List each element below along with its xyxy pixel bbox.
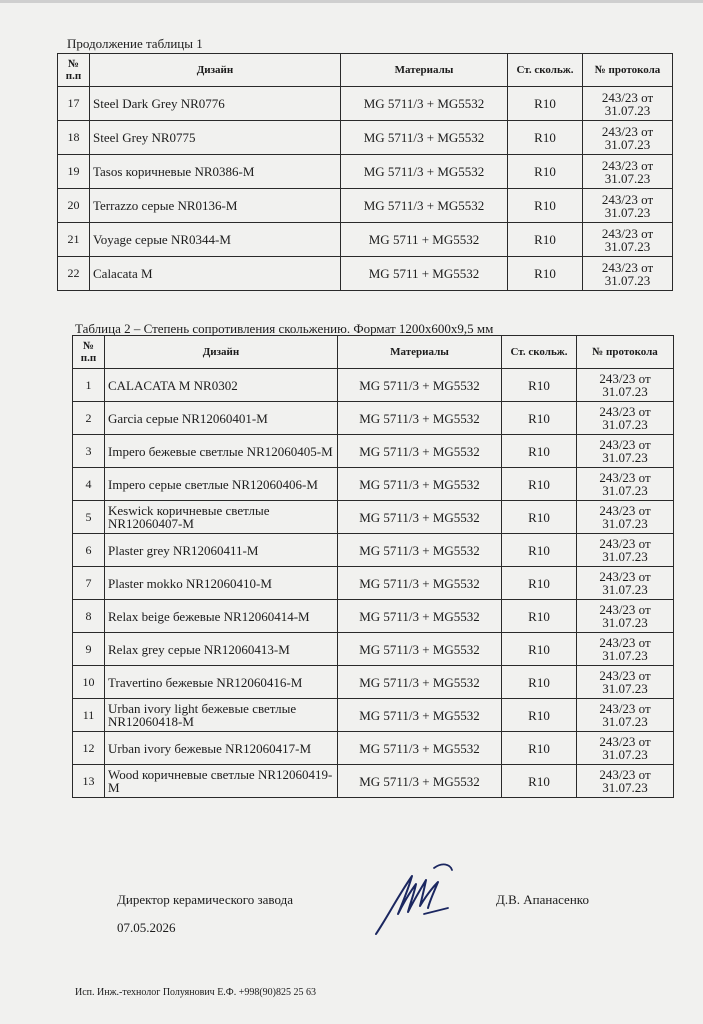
materials-cell: MG 5711/3 + MG5532 [338, 765, 502, 798]
materials-cell: MG 5711/3 + MG5532 [338, 600, 502, 633]
row-number: 4 [73, 468, 105, 501]
table-row [73, 369, 674, 402]
design-cell: Keswick коричневые светлые NR12060407-M [105, 501, 338, 534]
table1-header-design: Дизайн [90, 54, 341, 87]
protocol-cell: 243/23 от 31.07.23 [577, 765, 674, 798]
protocol-cell: 243/23 от 31.07.23 [577, 402, 674, 435]
row-number: 21 [58, 223, 90, 257]
director-title: Директор керамического завода [117, 892, 293, 907]
materials-cell: MG 5711/3 + MG5532 [338, 468, 502, 501]
protocol-cell: 243/23 от 31.07.23 [577, 732, 674, 765]
row-number: 17 [58, 87, 90, 121]
table2-header-slip: Ст. скольж. [502, 336, 577, 369]
slip-resistance-cell: R10 [502, 765, 577, 798]
design-cell: Voyage серые NR0344-M [90, 223, 341, 257]
slip-resistance-cell: R10 [508, 87, 583, 121]
materials-cell: MG 5711/3 + MG5532 [341, 189, 508, 223]
materials-cell: MG 5711/3 + MG5532 [338, 534, 502, 567]
protocol-cell: 243/23 от 31.07.23 [577, 534, 674, 567]
table-row [58, 257, 673, 291]
design-cell: Travertino бежевые NR12060416-M [105, 666, 338, 699]
slip-resistance-cell: R10 [502, 435, 577, 468]
slip-resistance-cell: R10 [502, 402, 577, 435]
page-top-edge [0, 0, 703, 3]
table1-caption: Продолжение таблицы 1 [67, 36, 203, 51]
materials-cell: MG 5711/3 + MG5532 [338, 369, 502, 402]
table2-header-materials: Материалы [338, 336, 502, 369]
design-cell: Terrazzo серые NR0136-M [90, 189, 341, 223]
slip-resistance-cell: R10 [508, 223, 583, 257]
row-number: 3 [73, 435, 105, 468]
row-number: 7 [73, 567, 105, 600]
design-cell: Plaster mokko NR12060410-M [105, 567, 338, 600]
table-row [73, 501, 674, 534]
row-number: 9 [73, 633, 105, 666]
slip-resistance-cell: R10 [508, 189, 583, 223]
table-row [58, 155, 673, 189]
protocol-cell: 243/23 от 31.07.23 [577, 567, 674, 600]
slip-resistance-cell: R10 [508, 257, 583, 291]
materials-cell: MG 5711/3 + MG5532 [338, 666, 502, 699]
row-number: 18 [58, 121, 90, 155]
materials-cell: MG 5711/3 + MG5532 [338, 435, 502, 468]
table-row [73, 699, 674, 732]
slip-resistance-cell: R10 [502, 567, 577, 600]
protocol-cell: 243/23 от 31.07.23 [577, 633, 674, 666]
protocol-cell: 243/23 от 31.07.23 [583, 87, 673, 121]
slip-resistance-cell: R10 [502, 369, 577, 402]
protocol-cell: 243/23 от 31.07.23 [577, 699, 674, 732]
slip-resistance-cell: R10 [502, 633, 577, 666]
protocol-cell: 243/23 от 31.07.23 [583, 257, 673, 291]
table-row [73, 468, 674, 501]
row-number: 19 [58, 155, 90, 189]
row-number: 6 [73, 534, 105, 567]
protocol-cell: 243/23 от 31.07.23 [577, 435, 674, 468]
protocol-cell: 243/23 от 31.07.23 [577, 468, 674, 501]
materials-cell: MG 5711/3 + MG5532 [341, 155, 508, 189]
materials-cell: MG 5711/3 + MG5532 [341, 121, 508, 155]
row-number: 13 [73, 765, 105, 798]
table1-header-slip: Ст. скольж. [508, 54, 583, 87]
row-number: 2 [73, 402, 105, 435]
table-row [73, 732, 674, 765]
table1-header-materials: Материалы [341, 54, 508, 87]
slip-resistance-cell: R10 [502, 468, 577, 501]
design-cell: Garcia серые NR12060401-M [105, 402, 338, 435]
table-row [73, 765, 674, 798]
materials-cell: MG 5711/3 + MG5532 [338, 501, 502, 534]
table-row [73, 402, 674, 435]
table-row [73, 666, 674, 699]
materials-cell: MG 5711/3 + MG5532 [338, 567, 502, 600]
table-row [73, 600, 674, 633]
protocol-cell: 243/23 от 31.07.23 [577, 369, 674, 402]
materials-cell: MG 5711/3 + MG5532 [338, 699, 502, 732]
table1-header-protocol: № протокола [583, 54, 673, 87]
table2 [72, 335, 674, 798]
materials-cell: MG 5711 + MG5532 [341, 257, 508, 291]
row-number: 10 [73, 666, 105, 699]
row-number: 22 [58, 257, 90, 291]
materials-cell: MG 5711/3 + MG5532 [338, 633, 502, 666]
row-number: 11 [73, 699, 105, 732]
row-number: 5 [73, 501, 105, 534]
table2-header-num: № п.п [73, 336, 105, 369]
row-number: 20 [58, 189, 90, 223]
design-cell: Impero серые светлые NR12060406-M [105, 468, 338, 501]
design-cell: CALACATA M NR0302 [105, 369, 338, 402]
design-cell: Steel Grey NR0775 [90, 121, 341, 155]
slip-resistance-cell: R10 [508, 155, 583, 189]
materials-cell: MG 5711/3 + MG5532 [341, 87, 508, 121]
table-row [58, 87, 673, 121]
protocol-cell: 243/23 от 31.07.23 [583, 223, 673, 257]
table2-header-protocol: № протокола [577, 336, 674, 369]
design-cell: Relax grey серые NR12060413-M [105, 633, 338, 666]
table2-header-design: Дизайн [105, 336, 338, 369]
table1-header-row [58, 54, 673, 87]
protocol-cell: 243/23 от 31.07.23 [583, 189, 673, 223]
protocol-cell: 243/23 от 31.07.23 [583, 155, 673, 189]
design-cell: Wood коричневые светлые NR12060419-M [105, 765, 338, 798]
slip-resistance-cell: R10 [502, 732, 577, 765]
row-number: 12 [73, 732, 105, 765]
row-number: 8 [73, 600, 105, 633]
design-cell: Relax beige бежевые NR12060414-M [105, 600, 338, 633]
table-row [73, 435, 674, 468]
table2-caption: Таблица 2 – Степень сопротивления скольжению. Формат 1200х600х9,5 мм [75, 321, 494, 336]
signature-date: 07.05.2026 [117, 920, 176, 935]
design-cell: Urban ivory бежевые NR12060417-M [105, 732, 338, 765]
protocol-cell: 243/23 от 31.07.23 [577, 501, 674, 534]
table-row [58, 189, 673, 223]
slip-resistance-cell: R10 [502, 501, 577, 534]
table-row [58, 121, 673, 155]
slip-resistance-cell: R10 [502, 666, 577, 699]
protocol-cell: 243/23 от 31.07.23 [583, 121, 673, 155]
table1-header-num: № п.п [58, 54, 90, 87]
table-row [73, 567, 674, 600]
table-row [73, 534, 674, 567]
design-cell: Steel Dark Grey NR0776 [90, 87, 341, 121]
slip-resistance-cell: R10 [502, 600, 577, 633]
design-cell: Calacata M [90, 257, 341, 291]
slip-resistance-cell: R10 [508, 121, 583, 155]
director-name: Д.В. Апанасенко [496, 892, 589, 907]
protocol-cell: 243/23 от 31.07.23 [577, 666, 674, 699]
slip-resistance-cell: R10 [502, 699, 577, 732]
table1 [57, 53, 673, 291]
table-row [58, 223, 673, 257]
handwritten-signature [368, 856, 458, 942]
design-cell: Impero бежевые светлые NR12060405-M [105, 435, 338, 468]
design-cell: Urban ivory light бежевые светлые NR12060418-M [105, 699, 338, 732]
design-cell: Tasos коричневые NR0386-M [90, 155, 341, 189]
row-number: 1 [73, 369, 105, 402]
slip-resistance-cell: R10 [502, 534, 577, 567]
materials-cell: MG 5711/3 + MG5532 [338, 732, 502, 765]
footer-executor: Исп. Инж.-технолог Полуянович Е.Ф. +998(90)825 25 63 [75, 987, 317, 998]
materials-cell: MG 5711/3 + MG5532 [338, 402, 502, 435]
table2-header-row [73, 336, 674, 369]
design-cell: Plaster grey NR12060411-M [105, 534, 338, 567]
protocol-cell: 243/23 от 31.07.23 [577, 600, 674, 633]
materials-cell: MG 5711 + MG5532 [341, 223, 508, 257]
table-row [73, 633, 674, 666]
